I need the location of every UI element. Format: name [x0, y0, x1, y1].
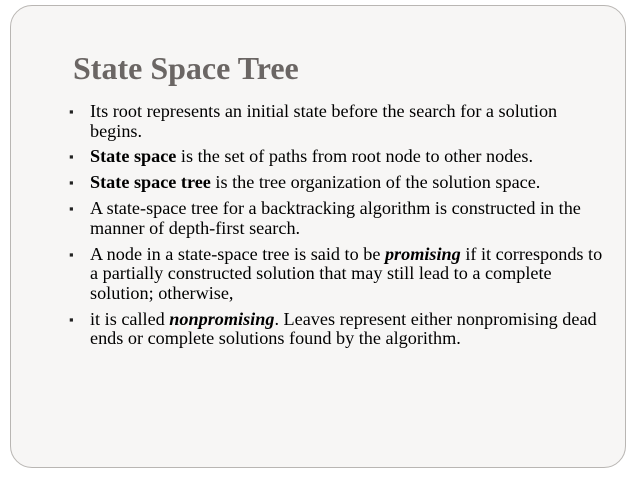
slide-title: State Space Tree [73, 50, 299, 86]
bullet-text: A state-space tree for a backtracking algorithm is constructed in the manner of depth-first search. [90, 198, 581, 238]
bullet-term: promising [384, 243, 461, 264]
bullet-item-state-space-tree [69, 173, 609, 193]
bullet-icon: ▪ [69, 311, 74, 327]
bullet-icon: ▪ [69, 104, 74, 119]
bullet-icon: ▪ [69, 201, 74, 217]
bullet-item-promising [69, 245, 609, 304]
bullet-term: State space [90, 146, 177, 167]
bullet-term: nonpromising [169, 308, 275, 329]
bullet-text: if it corresponds to a partially constructed solution that may still lead to a complete solution; otherwise, [90, 243, 603, 303]
bullet-icon: ▪ [69, 246, 74, 262]
bullet-text: it is called [90, 308, 170, 329]
bullet-text: . Leaves represent either nonpromising dead ends or complete solutions found by the algorithm. [90, 308, 597, 349]
bullet-term: State space tree [90, 172, 211, 193]
bullet-list [69, 102, 609, 355]
bullet-text: is the tree organization of the solution space. [210, 172, 541, 193]
bullet-icon: ▪ [69, 149, 74, 165]
bullet-text: is the set of paths from root node to other nodes. [176, 146, 533, 167]
bullet-text: Its root represents an initial state before the search for a solution begins. [90, 101, 558, 141]
bullet-item-root [69, 102, 609, 141]
bullet-item-nonpromising [69, 310, 609, 349]
bullet-text: A node in a state-space tree is said to be [90, 243, 385, 264]
bullet-item-state-space [69, 147, 609, 167]
bullet-icon: ▪ [69, 175, 74, 191]
bullet-item-backtracking [69, 199, 609, 238]
